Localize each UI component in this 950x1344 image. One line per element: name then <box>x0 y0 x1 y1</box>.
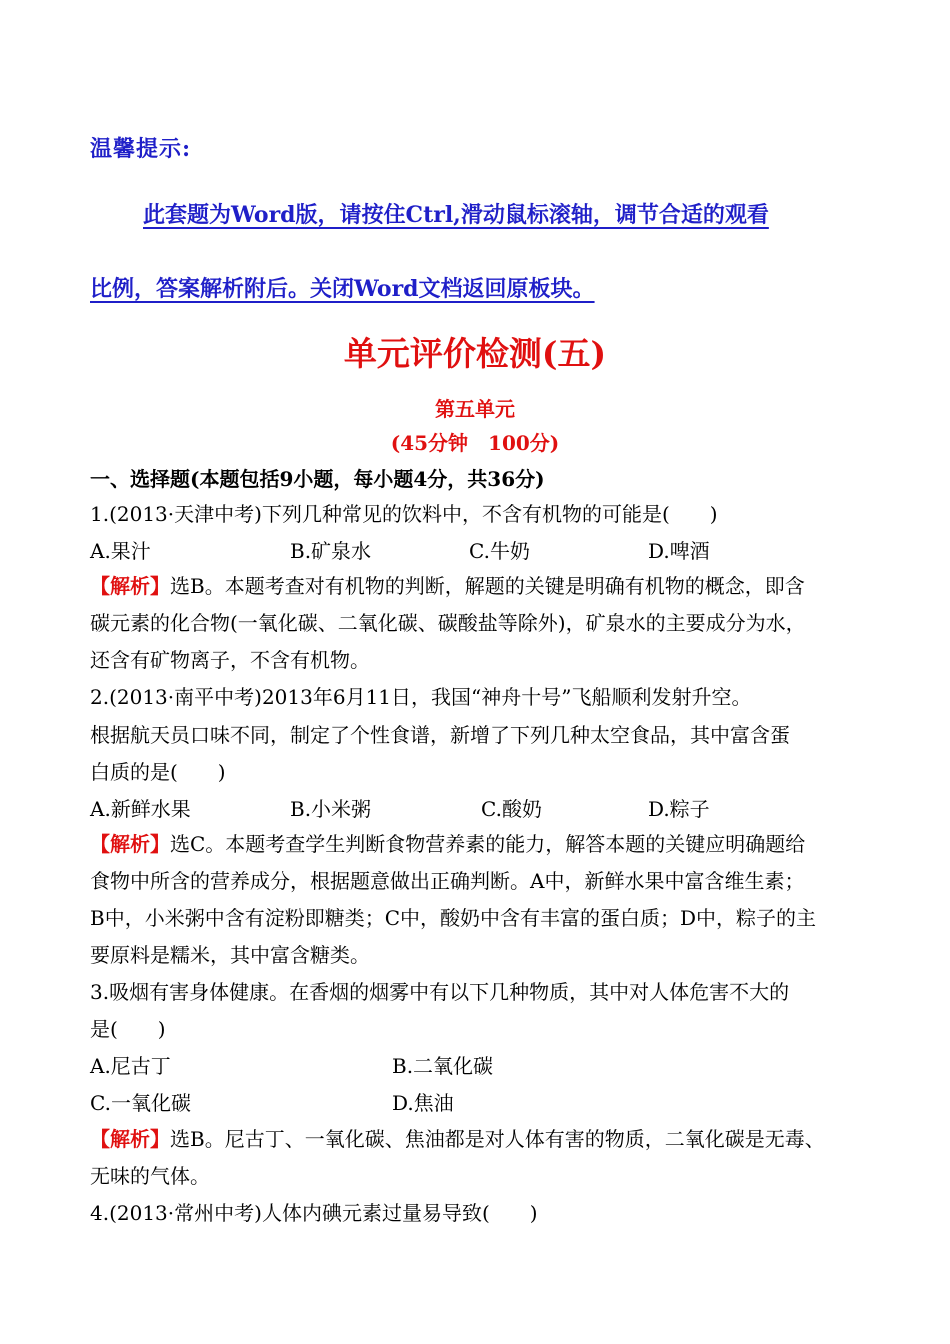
q1-analysis-line-1: 【解析】选B。本题考查对有机物的判断，解题的关键是明确有机物的概念，即含 <box>90 574 805 598</box>
tip-title: 温馨提示: <box>90 136 192 162</box>
tip-line-1[interactable]: 此套题为Word版，请按住Ctrl,滑动鼠标滚轴，调节合适的观看 <box>143 202 769 228</box>
question-2-stem-1: 2.(2013·南平中考)2013年6月11日，我国“神舟十号”飞船顺利发射升空。 <box>90 685 752 709</box>
q3-option-a: A.尼古丁 <box>90 1054 171 1078</box>
q1-option-d: D.啤酒 <box>648 539 710 563</box>
q2-analysis-line-4: 要原料是糯米，其中富含糖类。 <box>90 943 370 967</box>
question-4-stem: 4.(2013·常州中考)人体内碘元素过量易导致( ) <box>90 1201 538 1225</box>
page-title: 单元评价检测(五) <box>343 334 607 373</box>
q1-option-c: C.牛奶 <box>469 539 530 563</box>
q2-analysis-line-1: 【解析】选C。本题考查学生判断食物营养素的能力，解答本题的关键应明确题给 <box>90 832 806 856</box>
q2-analysis-line-3: B中，小米粥中含有淀粉即糖类；C中，酸奶中含有丰富的蛋白质；D中，粽子的主 <box>90 906 817 930</box>
time-score: (45分钟 100分) <box>390 431 560 455</box>
q2-option-b: B.小米粥 <box>290 797 372 821</box>
q1-analysis-line-2: 碳元素的化合物(一氧化碳、二氧化碳、碳酸盐等除外)，矿泉水的主要成分为水， <box>90 611 806 635</box>
question-3-stem-1: 3.吸烟有害身体健康。在香烟的烟雾中有以下几种物质，其中对人体危害不大的 <box>90 980 790 1004</box>
question-2-stem-2: 根据航天员口味不同，制定了个性食谱，新增了下列几种太空食品，其中富含蛋 <box>90 723 790 747</box>
q3-option-c: C.一氧化碳 <box>90 1091 191 1115</box>
question-1-stem: 1.(2013·天津中考)下列几种常见的饮料中，不含有机物的可能是( ) <box>90 502 718 526</box>
tip-line-2[interactable]: 比例，答案解析附后。关闭Word文档返回原板块。 <box>90 276 595 302</box>
q3-analysis-line-1: 【解析】选B。尼古丁、一氧化碳、焦油都是对人体有害的物质，二氧化碳是无毒、 <box>90 1127 825 1151</box>
analysis-tag: 【解析】 <box>90 1127 170 1151</box>
q2-option-a: A.新鲜水果 <box>90 797 191 821</box>
q1-option-a: A.果汁 <box>90 539 151 563</box>
q1-analysis-line-3: 还含有矿物离子，不含有机物。 <box>90 648 370 672</box>
unit-subtitle: 第五单元 <box>435 397 515 421</box>
q2-option-c: C.酸奶 <box>481 797 542 821</box>
q3-option-b: B.二氧化碳 <box>392 1054 494 1078</box>
question-3-stem-2: 是( ) <box>90 1017 166 1041</box>
q3-option-d: D.焦油 <box>392 1091 454 1115</box>
q1-option-b: B.矿泉水 <box>290 539 372 563</box>
q2-option-d: D.粽子 <box>648 797 710 821</box>
section-heading: 一、选择题(本题包括9小题，每小题4分，共36分) <box>90 467 545 491</box>
q2-analysis-line-2: 食物中所含的营养成分，根据题意做出正确判断。A中，新鲜水果中富含维生素； <box>90 869 805 893</box>
analysis-tag: 【解析】 <box>90 832 170 856</box>
question-2-stem-3: 白质的是( ) <box>90 760 226 784</box>
analysis-tag: 【解析】 <box>90 574 170 598</box>
q3-analysis-line-2: 无味的气体。 <box>90 1164 210 1188</box>
